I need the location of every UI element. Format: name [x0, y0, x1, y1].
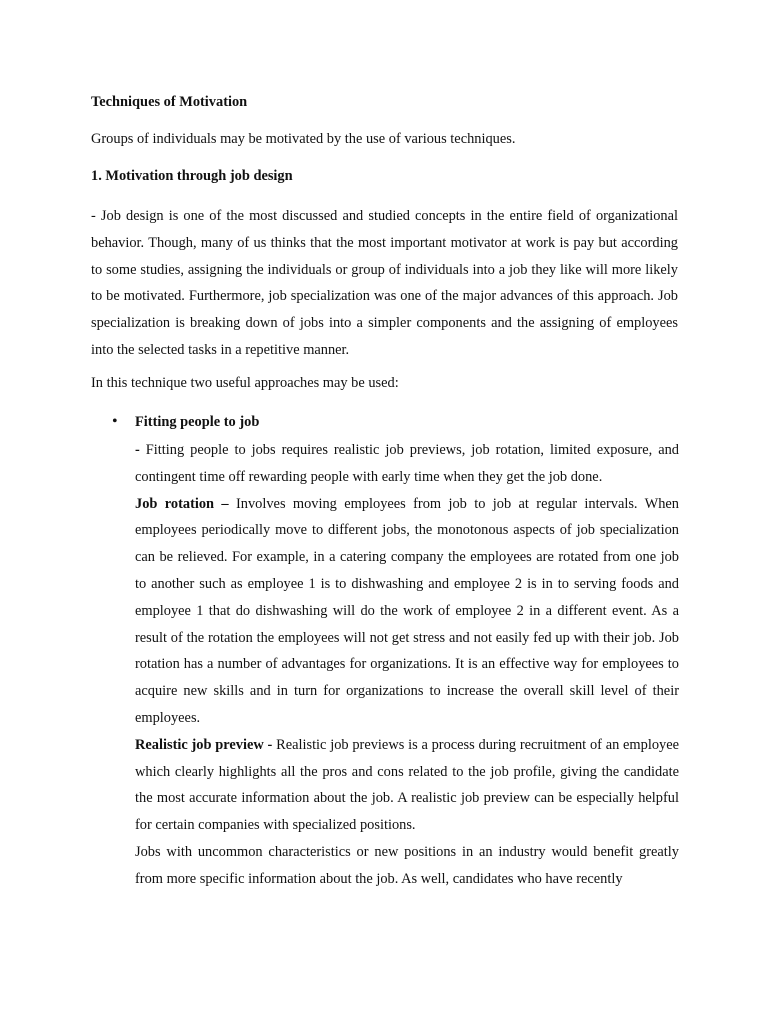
document-title: Techniques of Motivation: [91, 94, 248, 110]
bullet-body: [135, 437, 679, 893]
section-heading: 1. Motivation through job design: [91, 168, 293, 184]
final-paragraph: Jobs with uncommon characteristics or new positions in an industry would benefit greatly from more specific information about the job. As well, candidates who have recently: [135, 843, 679, 887]
approaches-intro: In this technique two useful approaches may be used:: [91, 375, 399, 391]
bullet-icon: •: [112, 413, 118, 430]
intro-text: Groups of individuals may be motivated by the use of various techniques.: [91, 131, 516, 147]
job-design-paragraph: - Job design is one of the most discussed and studied concepts in the entire field of organizational behavior. Though, many of us thinks that the most important motivator at work is pay but according to some studies, assigning the individuals or group of individuals into a job they like will more likely to be motivated. Furthermore, job specialization was one of the major advances of this approach. Job specialization is breaking down of jobs into a simpler components and the assigning of employees into the selected tasks in a repetitive manner.: [91, 208, 678, 358]
realistic-preview-text: Realistic job previews is a process during recruitment of an employee which clearly highlights all the pros and cons related to the job profile, giving the candidate the most accurate information about the job. A realistic job preview can be especially helpful for certain companies with specialized positions.: [135, 736, 679, 834]
bullet-title: Fitting people to job: [135, 414, 260, 430]
bullet-intro-text: Fitting people to jobs requires realistic job previews, job rotation, limited exposure, and contingent time off rewarding people with early time when they get the job done.: [135, 442, 679, 485]
realistic-preview-label: Realistic job preview -: [135, 736, 273, 753]
job-rotation-paragraph: [135, 491, 679, 732]
realistic-preview-paragraph: [135, 732, 679, 839]
bullet-intro-dash: -: [135, 442, 146, 458]
job-rotation-text: Involves moving employees from job to job at regular intervals. When employees periodically move to different jobs, the monotonous aspects of job specialization can be relieved. For example, in a catering company the employees are rotated from one job to another such as employee 1 is to dishwashing and employee 2 is in to serving foods and employee 1 that do dishwashing will do the work of employee 2 in a different event. As a result of the rotation the employees will not get stress and not easily fed up with their job. Job rotation has a number of advantages for organizations. It is an effective way for employees to acquire new skills and in turn for organizations to increase the overall skill level of their employees.: [135, 495, 679, 726]
job-rotation-label: Job rotation –: [135, 495, 229, 512]
bullet-intro: [135, 437, 679, 491]
